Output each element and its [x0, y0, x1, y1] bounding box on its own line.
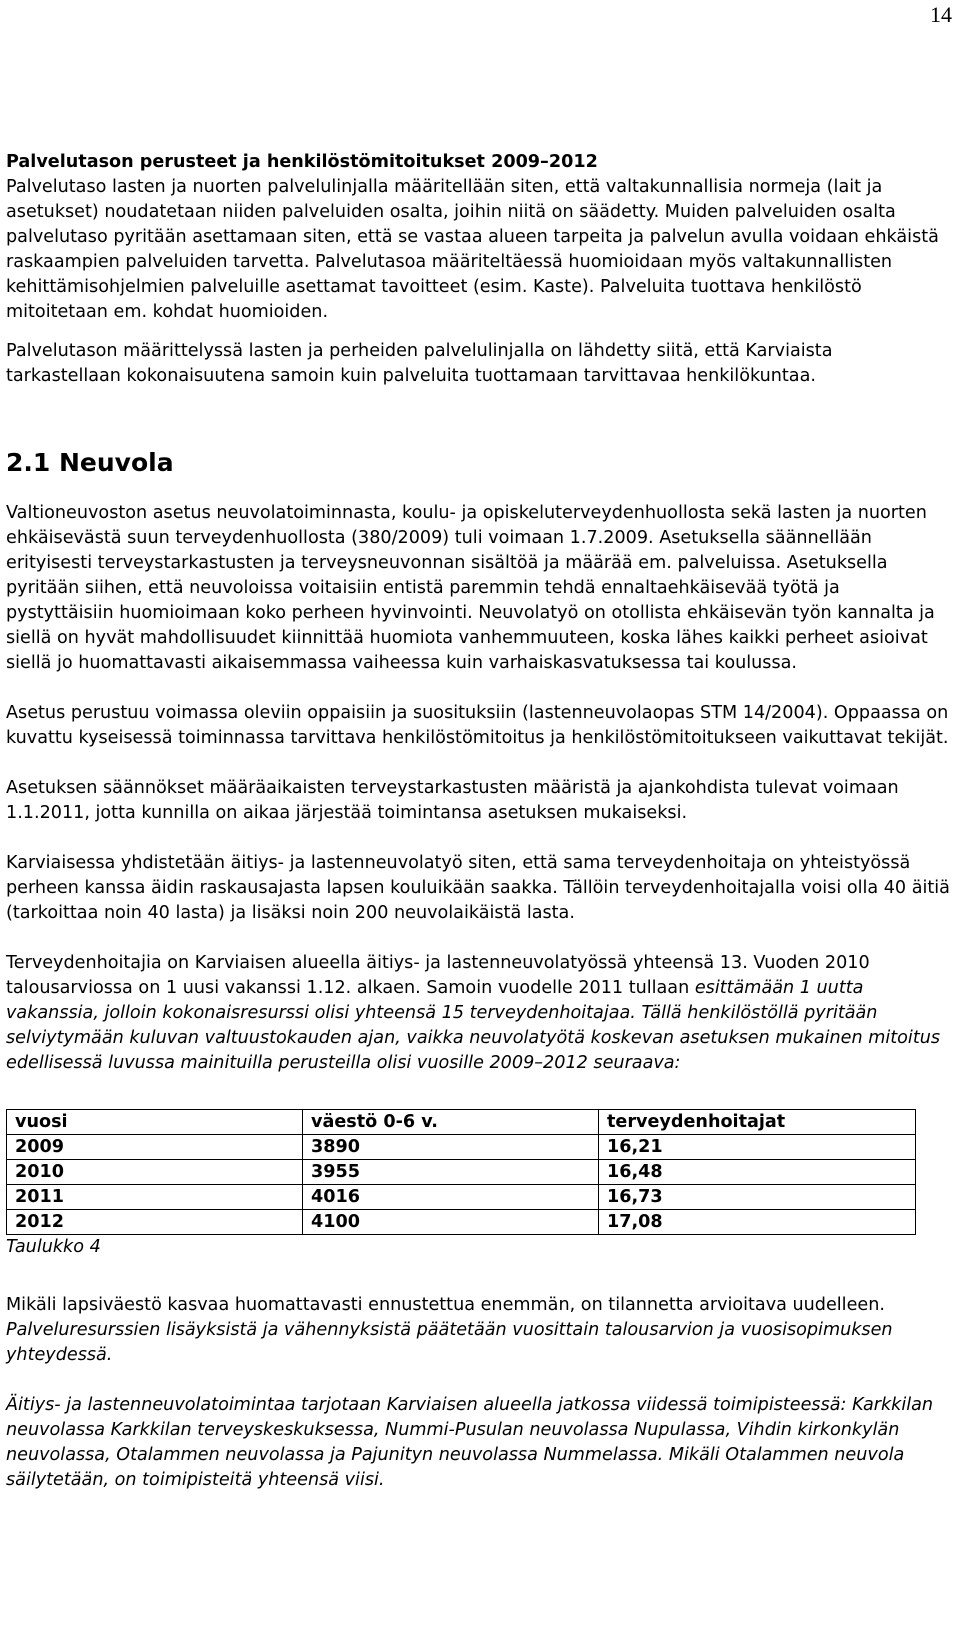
- table-cell: 4100: [303, 1210, 599, 1235]
- table-row: [7, 1160, 916, 1185]
- paragraph-text: Mikäli lapsiväestö kasvaa huomattavasti ennustettua enemmän, on tilannetta arvioitava uudelleen.: [6, 1295, 885, 1315]
- table-caption: Taulukko 4: [6, 1237, 101, 1257]
- table-row: [7, 1210, 916, 1235]
- table-header-cell: vuosi: [7, 1110, 303, 1135]
- table-cell: 2010: [7, 1160, 303, 1185]
- table-cell: 3955: [303, 1160, 599, 1185]
- document-body: [6, 150, 952, 1493]
- section-heading: 2.1 Neuvola: [6, 448, 174, 477]
- table-header-cell: terveydenhoitajat: [599, 1110, 916, 1135]
- paragraph: [6, 1293, 952, 1368]
- table-cell: 16,21: [599, 1135, 916, 1160]
- paragraph-italic-text: Palveluresurssien lisäyksistä ja vähennyksistä päätetään vuosittain talousarvion ja vuosisopimuksen yhteydessä.: [6, 1320, 893, 1365]
- staffing-table: [6, 1109, 916, 1235]
- table-cell: 2011: [7, 1185, 303, 1210]
- paragraph: Asetuksen säännökset määräaikaisten terveystarkastusten määristä ja ajankohdista tulevat voimaan 1.1.2011, jotta kunnilla on aikaa järjestää toimintansa asetuksen mukaiseksi.: [6, 778, 899, 823]
- paragraph: [6, 951, 952, 1076]
- paragraph: Äitiys- ja lastenneuvolatoimintaa tarjotaan Karviaisen alueella jatkossa viidessä toimipisteessä: Karkkilan neuvolassa Karkkilan terveyskeskuksessa, Nummi-Pusulan neuvolassa Nupulassa, Vihdin kirkonkylän neuvolassa, Otalammen neuvolassa ja Pajunityn neuvolassa Nummelassa. Mikäli Otalammen neuvola säilytetään, on toimipisteitä yhteensä viisi.: [6, 1395, 934, 1490]
- table-header-row: [7, 1110, 916, 1135]
- table-cell: 2012: [7, 1210, 303, 1235]
- table-cell: 16,48: [599, 1160, 916, 1185]
- table-row: [7, 1185, 916, 1210]
- paragraph: Asetus perustuu voimassa oleviin oppaisiin ja suosituksiin (lastenneuvolaopas STM 14/2004). Oppaassa on kuvattu kyseisessä toiminnassa tarvittava henkilöstömitoitus ja henkilöstömitoitukseen vaikuttavat tekijät.: [6, 703, 949, 748]
- paragraph-italic-text: esittämään 1 uutta vakanssia, jolloin kokonaisresurssi olisi yhteensä 15 terveydenhoitajaa. Tällä henkilöstöllä pyritään selviytymään kuluvan valtuustokauden ajan, vaikka neuvolatyötä koskevan asetuksen mukainen mitoitus edellisessä luvussa mainituilla perusteilla olisi vuosille 2009–2012 seuraava:: [6, 978, 941, 1073]
- table-cell: 16,73: [599, 1185, 916, 1210]
- paragraph: Palvelutaso lasten ja nuorten palvelulinjalla määritellään siten, että valtakunnallisia normeja (lait ja asetukset) noudatetaan niiden palveluiden osalta, joihin niitä on säädetty. Muiden palveluiden osalta palvelutaso pyritään asettamaan siten, että se vastaa alueen tarpeita ja palvelun avulla voidaan ehkäistä raskaampien palveluiden tarvetta. Palvelutasoa määriteltäessä huomioidaan myös valtakunnallisten kehittämisohjelmien palveluille asettamat tavoitteet (esim. Kaste). Palveluita tuottava henkilöstö mitoitetaan em. kohdat huomioiden.: [6, 177, 939, 322]
- table-row: [7, 1135, 916, 1160]
- table-cell: 17,08: [599, 1210, 916, 1235]
- paragraph-text: Terveydenhoitajia on Karviaisen alueella äitiys- ja lastenneuvolatyössä yhteensä 13. Vuoden 2010 talousarviossa on 1 uusi vakanssi 1.12. alkaen. Samoin vuodelle 2011 tullaan: [6, 953, 870, 998]
- table-header-cell: väestö 0-6 v.: [303, 1110, 599, 1135]
- table-cell: 2009: [7, 1135, 303, 1160]
- section-title: Palvelutason perusteet ja henkilöstömitoitukset 2009–2012: [6, 152, 598, 172]
- page-number: 14: [930, 2, 952, 27]
- paragraph: Valtioneuvoston asetus neuvolatoiminnasta, koulu- ja opiskeluterveydenhuollosta sekä lasten ja nuorten ehkäisevästä suun terveydenhuollosta (380/2009) tuli voimaan 1.7.2009. Asetuksella säännellään erityisesti terveystarkastusten ja terveysneuvonnan sisältöä ja määrää em. palveluissa. Asetuksella pyritään siihen, että neuvoloissa voitaisiin entistä paremmin tehdä ennaltaehkäisevää työtä ja pystyttäisiin huomioimaan koko perheen hyvinvointi. Neuvolatyö on otollista ehkäisevän työn kannalta ja siellä on hyvät mahdollisuudet kiinnittää huomiota vanhemmuuteen, koska lähes kaikki perheet asioivat siellä jo huomattavasti aikaisemmassa vaiheessa kuin varhaiskasvatuksessa tai koulussa.: [6, 503, 935, 673]
- paragraph: Palvelutason määrittelyssä lasten ja perheiden palvelulinjalla on lähdetty siitä, että Karviaista tarkastellaan kokonaisuutena samoin kuin palveluita tuottamaan tarvittavaa henkilökuntaa.: [6, 341, 833, 386]
- table-cell: 4016: [303, 1185, 599, 1210]
- table-cell: 3890: [303, 1135, 599, 1160]
- paragraph: Karviaisessa yhdistetään äitiys- ja lastenneuvolatyö siten, että sama terveydenhoitaja on yhteistyössä perheen kanssa äidin raskausajasta lapsen kouluikään saakka. Tällöin terveydenhoitajalla voisi olla 40 äitiä (tarkoittaa noin 40 lasta) ja lisäksi noin 200 neuvolaikäistä lasta.: [6, 853, 950, 923]
